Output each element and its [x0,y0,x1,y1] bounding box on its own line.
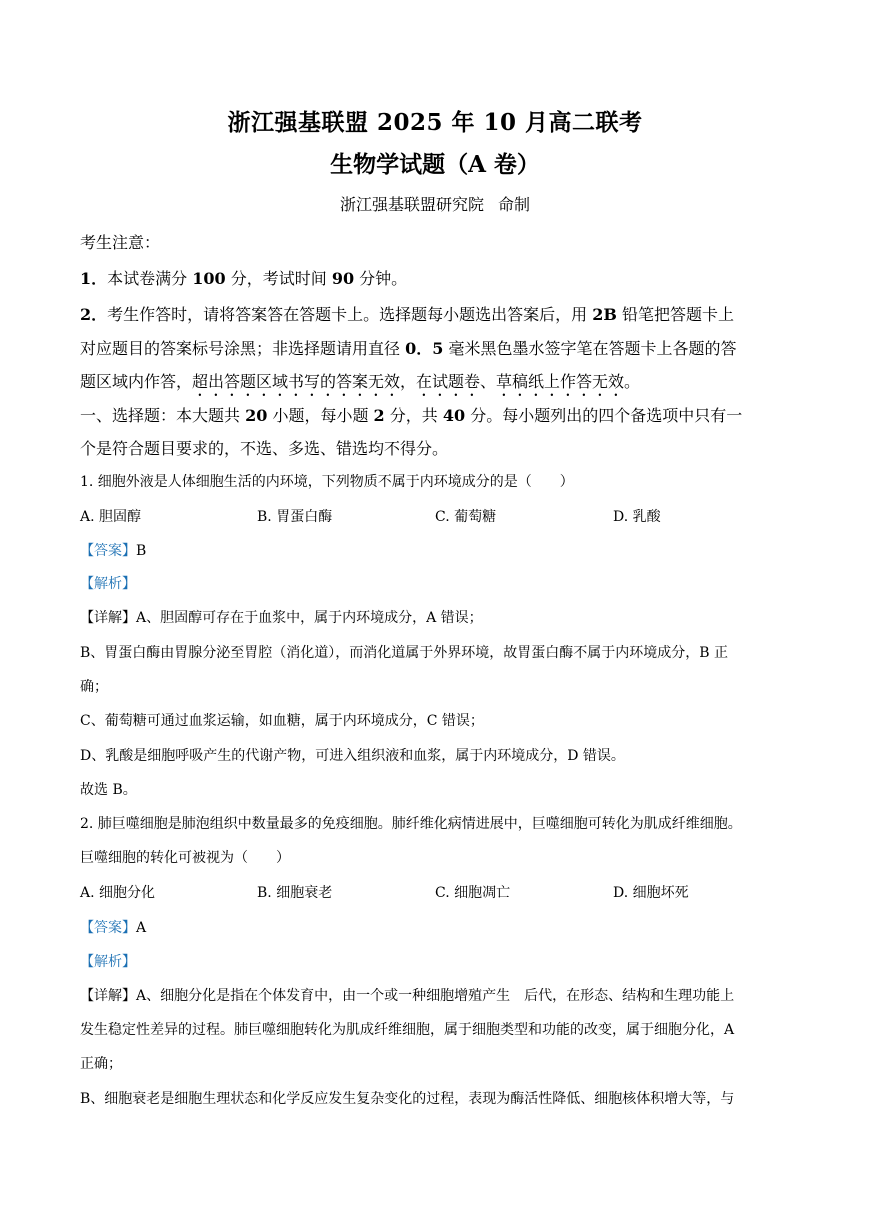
question-2-detail-1 [80,985,800,1005]
section-each: 2 [373,406,385,425]
notice-text: 分钟。 [354,269,408,288]
notice-text: 题区域内作答， [80,372,193,391]
section-heading-line-2: 个是符合题目要求的，不选、多选、错选均不得分。 [80,439,449,458]
notice-text: 本试卷满分 [107,269,193,288]
detail-tag: 【详解】 [80,988,136,1004]
question-1-option-b: B. 胃蛋白酶 [257,509,333,525]
notice-emphasis-2: 在试题卷、草稿纸上作答无效。 [416,372,641,391]
notice-diameter: 0．5 [405,339,444,358]
section-text: 分。每小题列出的四个备选项中只有一 [465,406,743,425]
question-2-detail-1-cont-2: 正确； [80,1056,122,1072]
question-1-analysis-tag: 【解析】 [80,576,136,592]
notice-pencil: 2B [592,305,617,324]
answer-value: A [136,920,147,936]
notice-text: 毫米黑色墨水签字笔在答题卡上各题的答 [443,339,737,358]
notice-item-1 [80,266,800,289]
question-1-detail-1 [80,607,800,627]
question-2-option-d: D. 细胞坏死 [613,885,689,901]
section-count: 20 [245,406,268,425]
section-heading-line-1 [80,403,800,426]
notice-heading: 考生注意： [80,233,161,252]
notice-num: 2． [80,305,108,324]
author-suffix: 命制 [498,195,531,214]
question-1-detail-3: C、葡萄糖可通过血浆运输，如血糖，属于内环境成分，C 错误； [80,713,484,729]
question-2-detail-2: B、细胞衰老是细胞生理状态和化学反应发生复杂变化的过程，表现为酶活性降低、细胞核体积增大等，与 [80,1091,735,1107]
section-text: 分，共 [384,406,443,425]
question-1-detail-2-cont: 确； [80,679,108,695]
notice-text: ， [400,372,417,391]
notice-text: 考生作答时，请将答案答在答题卡上。选择题每小题选出答案后，用 [107,305,593,324]
exam-author [0,192,870,215]
question-1-option-a: A. 胆固醇 [80,509,142,525]
exam-subtitle: 生物学试题（A 卷） [330,151,540,178]
question-1-detail-2: B、胃蛋白酶由胃腺分泌至胃腔（消化道），而消化道属于外界环境，故胃蛋白酶不属于内环境成分，B 正 [80,645,729,661]
question-1-answer [80,540,800,560]
question-2-option-a: A. 细胞分化 [80,885,156,901]
detail-text: A、胆固醇可存在于血浆中，属于内环境成分，A 错误； [136,610,483,626]
question-1-option-d: D. 乳酸 [613,509,661,525]
question-1-option-c: C. 葡萄糖 [435,509,497,525]
exam-title: 浙江强基联盟 2025 年 10 月高二联考 [227,109,643,136]
question-2-option-b: B. 细胞衰老 [257,885,333,901]
notice-item-2-line-3 [80,369,800,400]
author-org: 浙江强基联盟研究院 [339,195,484,214]
detail-tag: 【详解】 [80,610,136,626]
question-2-stem-2: 巨噬细胞的转化可被视为（ ） [80,850,290,866]
answer-tag: 【答案】 [80,920,136,936]
question-2-analysis-tag: 【解析】 [80,954,136,970]
section-text: 一、选择题：本大题共 [80,406,246,425]
answer-value: B [136,543,147,559]
notice-text: 分，考试时间 [225,269,332,288]
section-text: 小题，每小题 [267,406,374,425]
notice-num: 1． [80,269,108,288]
notice-emphasis-1: 超出答题区域书写的答案无效 [192,372,401,391]
notice-item-2-line-1 [80,302,800,325]
notice-item-2-line-2 [80,336,800,359]
notice-text: 对应题目的答案标号涂黑；非选择题请用直径 [80,339,406,358]
answer-tag: 【答案】 [80,543,136,559]
question-1-conclusion: 故选 B。 [80,782,137,798]
question-1-detail-4: D、乳酸是细胞呼吸产生的代谢产物，可进入组织液和血浆，属于内环境成分，D 错误。 [80,748,625,764]
notice-time: 90 [331,269,355,288]
question-2-detail-1-cont: 发生稳定性差异的过程。肺巨噬细胞转化为肌成纤维细胞，属于细胞类型和功能的改变，属于细胞分化，A [80,1022,735,1038]
notice-score: 100 [192,269,226,288]
question-1-stem: 1. 细胞外液是人体细胞生活的内环境，下列物质不属于内环境成分的是（ ） [80,474,574,490]
question-2-answer [80,917,800,937]
detail-text: A、细胞分化是指在个体发育中，由一个或一种细胞增殖产生 后代，在形态、结构和生理功能上 [136,988,735,1004]
section-total: 40 [442,406,466,425]
notice-text: 铅笔把答题卡上 [616,305,734,324]
question-2-option-c: C. 细胞凋亡 [435,885,511,901]
question-2-stem-1: 2. 肺巨噬细胞是肺泡组织中数量最多的免疫细胞。肺纤维化病情进展中，巨噬细胞可转化为肌成纤维细胞。 [80,816,742,832]
